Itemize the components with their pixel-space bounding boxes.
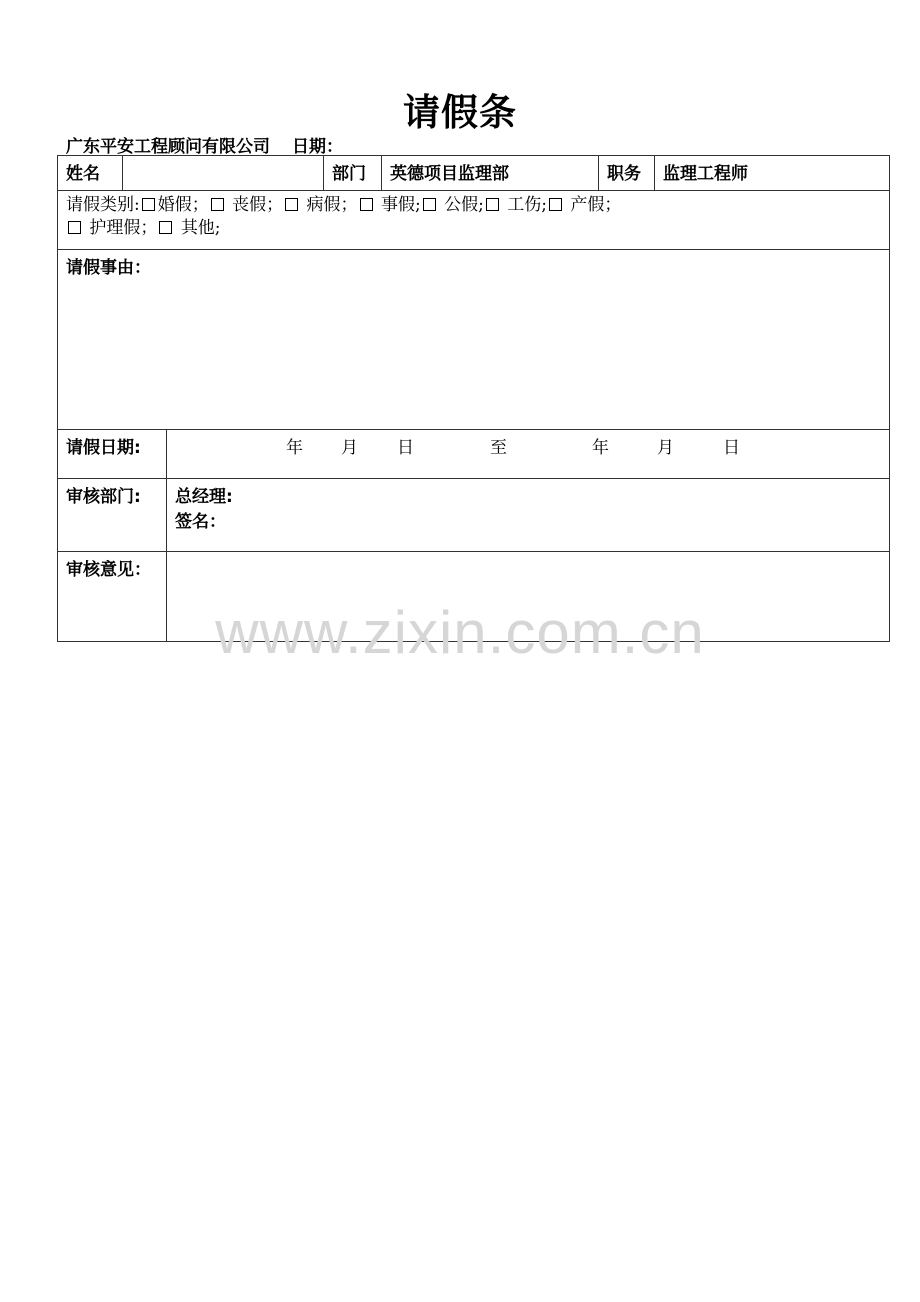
option-personal: 事假; (380, 195, 421, 215)
leave-date-label: 请假日期: (58, 430, 167, 479)
option-marriage: 婚假； (157, 195, 209, 215)
option-nursing: 护理假； (89, 218, 158, 238)
company-name: 广东平安工程顾问有限公司 (66, 137, 270, 157)
option-maternity: 产假； (570, 195, 622, 215)
end-day-unit: 日 (723, 438, 740, 458)
position-label: 职务 (599, 156, 655, 191)
page-title: 请假条 (403, 91, 517, 134)
checkbox-nursing[interactable] (68, 221, 81, 234)
start-month-unit: 月 (341, 438, 358, 458)
date-to-label: 至 (490, 438, 507, 458)
leave-category-label: 请假类别: (66, 195, 140, 215)
checkbox-maternity[interactable] (549, 198, 562, 211)
leave-category-cell (58, 191, 890, 250)
review-dept-label: 审核部门: (58, 479, 167, 552)
option-bereavement: 丧假； (232, 195, 284, 215)
checkbox-sick[interactable] (285, 198, 298, 211)
start-day-unit: 日 (397, 438, 414, 458)
position-value: 监理工程师 (655, 156, 890, 191)
checkbox-work-injury[interactable] (486, 198, 499, 211)
review-dept-cell[interactable] (167, 479, 890, 552)
checkbox-other[interactable] (159, 221, 172, 234)
department-label: 部门 (324, 156, 382, 191)
end-month-unit: 月 (657, 438, 674, 458)
end-year-unit: 年 (592, 438, 609, 458)
date-label: 日期： (292, 137, 343, 157)
option-sick: 病假； (306, 195, 358, 215)
checkbox-official[interactable] (423, 198, 436, 211)
option-other: 其他; (180, 218, 221, 238)
reason-label: 请假事由： (66, 258, 151, 278)
general-manager-label: 总经理: (175, 487, 233, 507)
name-label: 姓名 (58, 156, 123, 191)
checkbox-bereavement[interactable] (211, 198, 224, 211)
option-official: 公假; (444, 195, 484, 215)
signature-label: 签名： (175, 512, 226, 532)
header-line (66, 132, 343, 157)
checkbox-marriage[interactable] (142, 198, 155, 211)
watermark: www.zixin.com.cn (215, 599, 705, 666)
option-work-injury: 工伤; (507, 195, 547, 215)
checkbox-personal[interactable] (360, 198, 373, 211)
department-value: 英德项目监理部 (382, 156, 599, 191)
review-opinion-label: 审核意见： (58, 552, 167, 642)
leave-date-range[interactable] (167, 430, 890, 479)
start-year-unit: 年 (286, 438, 303, 458)
reason-cell[interactable] (58, 250, 890, 430)
name-field[interactable] (123, 156, 324, 191)
leave-form (57, 155, 890, 642)
